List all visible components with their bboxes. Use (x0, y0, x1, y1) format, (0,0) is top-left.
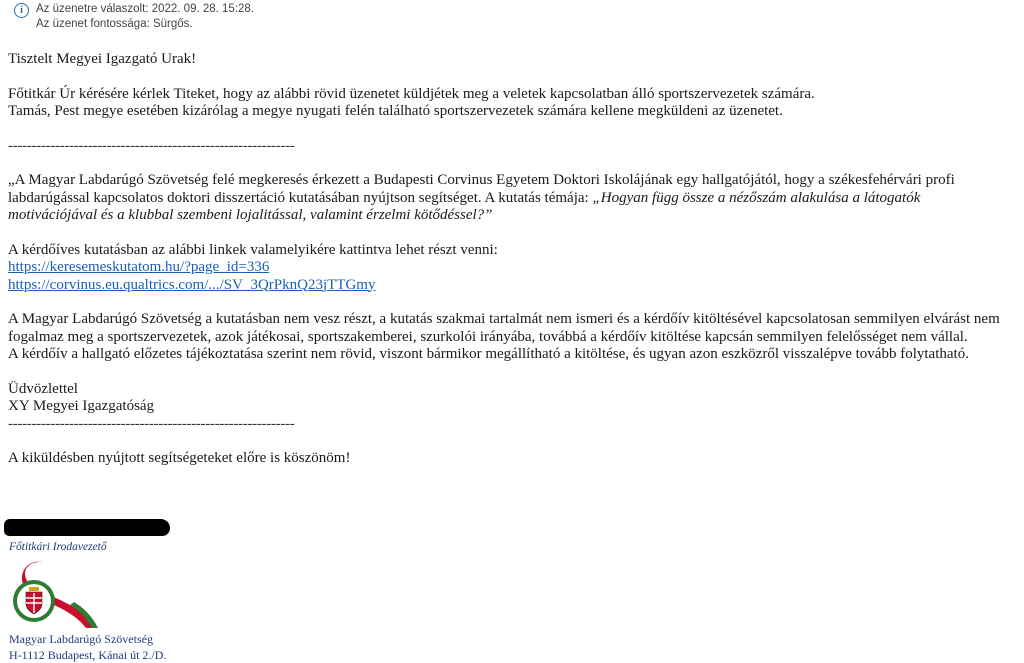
info-icon: i (14, 3, 29, 18)
quote-intro: „A Magyar Labdarúgó Szövetség felé megkeresés érkezett a Budapesti Corvinus Egyetem Doktori Iskolájának egy hallgatójától, hogy a székesfehérvári profi labdarúgással kapcsolatos doktori disszertáció kutatásában nyújtson segítséget. A kutatás témája: (8, 172, 955, 206)
survey-link-2[interactable]: https://corvinus.eu.qualtrics.com/.../SV_3QrPknQ23jTTGmy (8, 276, 376, 293)
survey-note: A kérdőív a hallgató előzetes tájékoztatása szerint nem rövid, viszont bármikor megállítható a kitöltése, és ugyan azon eszközről visszalépve tovább folytatható. (8, 346, 969, 362)
signature-title: Főtitkári Irodavezető (9, 541, 107, 553)
request-line-2: Tamás, Pest megye esetében kizárólag a megye nyugati felén található sportszervezetek számára kellene megküldeni az üzenetet. (8, 103, 783, 119)
disclaimer: A Magyar Labdarúgó Szövetség a kutatásban nem vesz részt, a kutatás szakmai tartalmát nem ismeri és a kérdőív kitöltésével kapcsolatosan semmilyen elvárást nem fogalmaz meg a sportszervezetek, azok játékosai, sportszakemberei, szurkolói irányába, továbbá a kérdőív kitöltése kapcsán semmilyen felelősséget nem vállal. (8, 311, 1000, 345)
replied-status: Az üzenetre válaszolt: 2022. 09. 28. 15:28. (36, 3, 255, 15)
request-line-1: Főtitkár Úr kérésére kérlek Titeket, hogy az alábbi rövid üzenetet küldjétek meg a veletek kapcsolatban álló sportszervezetek számára. (8, 85, 815, 102)
greeting: Tisztelt Megyei Igazgató Urak! (8, 51, 197, 67)
signature-org (9, 631, 166, 663)
survey-link-1[interactable]: https://keresemeskutatom.hu/?page_id=336 (8, 259, 270, 275)
importance-status: Az üzenet fontossága: Sürgős. (36, 18, 193, 30)
links-intro: A kérdőíves kutatásban az alábbi linkek valamelyikére kattintva lehet részt venni: (8, 241, 498, 258)
redacted-name (4, 519, 170, 536)
divider-bottom: ------------------------------------------------------------- (8, 415, 295, 432)
quote-topic: „Hogyan függ össze a nézőszám alakulása a látogatók motivációjával és a klubbal szembeni lojalitással, valamint érzelmi kötődéssel?” (8, 189, 921, 223)
thanks: A kiküldésben nyújtott segítségeteket előre is köszönöm! (8, 450, 351, 466)
salutation: Üdvözlettel (8, 380, 78, 397)
email-body (8, 51, 1008, 468)
org-name: Magyar Labdarúgó Szövetség (9, 632, 153, 646)
quote-signer: XY Megyei Igazgatóság (8, 398, 155, 414)
message-info-bar (14, 2, 254, 32)
divider-top: ------------------------------------------------------------- (8, 137, 295, 154)
quote-paragraph (8, 172, 1008, 225)
mlsz-logo (4, 556, 104, 628)
org-address: H-1112 Budapest, Kánai út 2./D. (9, 648, 167, 662)
